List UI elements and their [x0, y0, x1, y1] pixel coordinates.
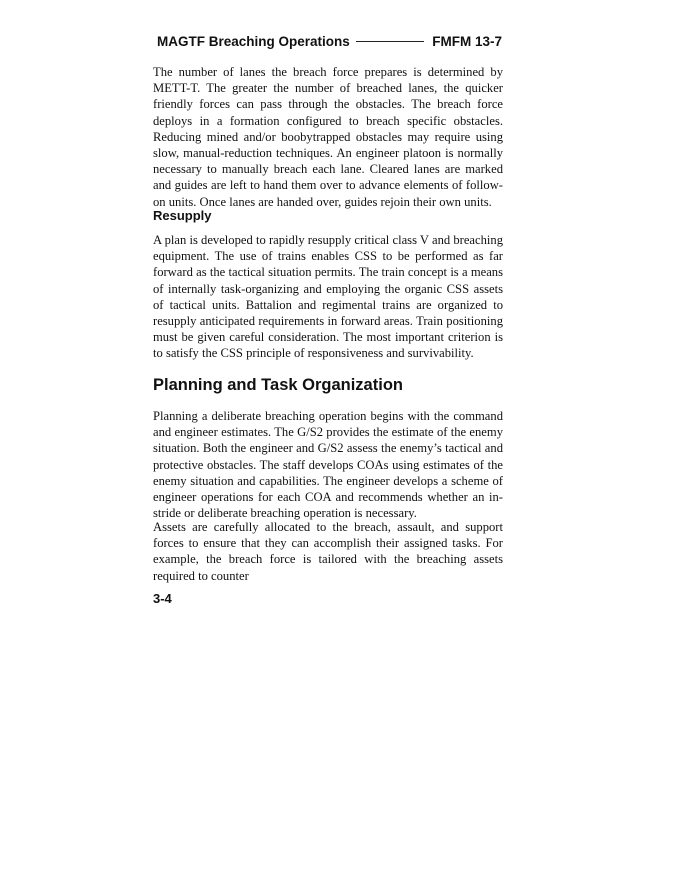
- paragraph-resupply: A plan is developed to rapidly resupply critical class V and breaching equipment. The use of trains enables CSS to be performed as far forward as the tactical situation permits. The train concept is a means of internally task-organizing and employing the organic CSS assets of tactical units. Battalion and regimental trains are organized to resupply anticipated requirements in forward areas. Train positioning must be given careful consideration. The most important criterion is to satisfy the CSS principle of responsiveness and survivability.: [153, 233, 503, 361]
- paragraph-assets: Assets are carefully allocated to the breach, assault, and support forces to ensure that they can accomplish their assigned tasks. For example, the breach force is tailored with the breaching assets required to counter: [153, 520, 503, 583]
- paragraph-lanes: The number of lanes the breach force prepares is determined by METT-T. The greater the number of breached lanes, the quicker friendly forces can pass through the obstacles. The breach force deploys in a formation configured to breach specific obstacles. Reducing mined and/or boobytrapped obstacles may require using slow, manual-reduction techniques. An engineer platoon is normally necessary to manually breach each lane. Cleared lanes are marked and guides are left to hand them over to advance elements of follow-on units. Once lanes are handed over, guides rejoin their own units.: [153, 65, 503, 209]
- header-rule: [356, 41, 424, 42]
- heading-planning: Planning and Task Organization: [153, 376, 403, 394]
- header-left-title: MAGTF Breaching Operations: [157, 33, 350, 49]
- heading-resupply: Resupply: [153, 208, 212, 223]
- paragraph-planning: Planning a deliberate breaching operation begins with the command and engineer estimates. The G/S2 provides the estimate of the enemy situation. Both the engineer and G/S2 assess the enemy’s tactical and protective obstacles. The staff develops COAs using estimates of the enemy situation and capabilities. The engineer develops a scheme of engineer operations for each COA and recommends whether an in-stride or deliberate breaching operation is necessary.: [153, 409, 503, 521]
- page-number: 3-4: [153, 591, 172, 606]
- header-right-title: FMFM 13-7: [432, 33, 502, 49]
- running-header: [157, 31, 502, 51]
